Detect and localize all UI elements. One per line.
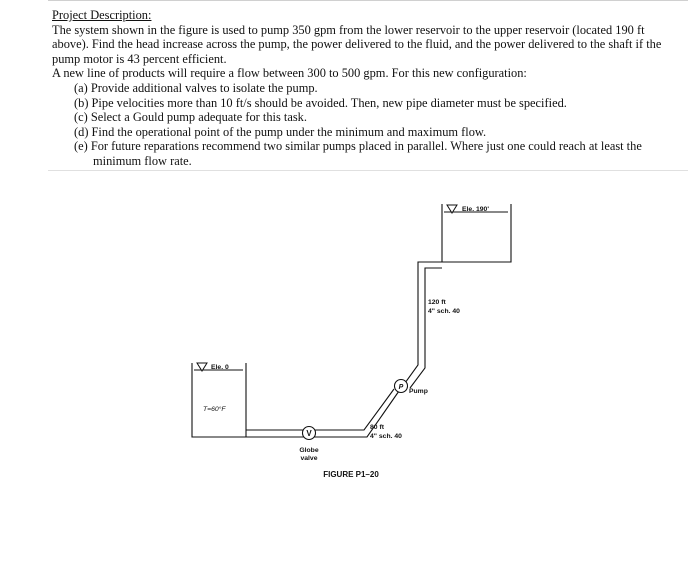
new-line-paragraph: A new line of products will require a flow between 300 to 500 gpm. For this new configuration: [52,66,527,81]
figure-caption: FIGURE P1–20 [323,470,379,479]
upper-pipe [405,262,442,388]
valve-symbol-letter: V [306,429,312,438]
upper-elevation-label: Ele. 190' [462,206,489,213]
task-item-c: (c) Select a Gould pump adequate for this task. [74,110,307,125]
upper-pipe-spec-label: 4" sch. 40 [428,308,460,315]
lower-pipe-length-label: 80 ft [370,424,384,431]
task-item-a: (a) Provide additional valves to isolate the pump. [74,80,318,95]
lower-reservoir [192,363,246,437]
project-heading: Project Description: [52,8,152,22]
task-item-b: (b) Pipe velocities more than 10 ft/s should be avoided. Then, new pipe diameter must be specified. [74,95,567,110]
valve-label-line1: Globe [299,447,319,454]
problem-paragraph: The system shown in the figure is used to pump 350 gpm from the lower reservoir to the upper reservoir (located 190 ft above). Find the head increase across the pump, the power delivered to the fluid, and the power delivered to the shaft if the pump motor is 43 percent efficient. [52,22,662,66]
upper-pipe-length-label: 120 ft [428,299,446,306]
lower-elevation-label: Ele. 0 [211,364,229,371]
lower-pipe [314,389,399,437]
task-item-e: (e) For future reparations recommend two similar pumps placed in parallel. Where just one could reach at least the minimum flow rate. [74,139,642,168]
pump-label: Pump [409,388,428,395]
lower-pipe-spec-label: 4" sch. 40 [370,433,402,440]
outlet-pipe [246,430,304,437]
task-item-d: (d) Find the operational point of the pump under the minimum and maximum flow. [74,124,487,139]
temperature-label: T=60°F [203,406,226,413]
pump-symbol-letter: P [398,384,404,391]
valve-label-line2: valve [300,455,318,462]
